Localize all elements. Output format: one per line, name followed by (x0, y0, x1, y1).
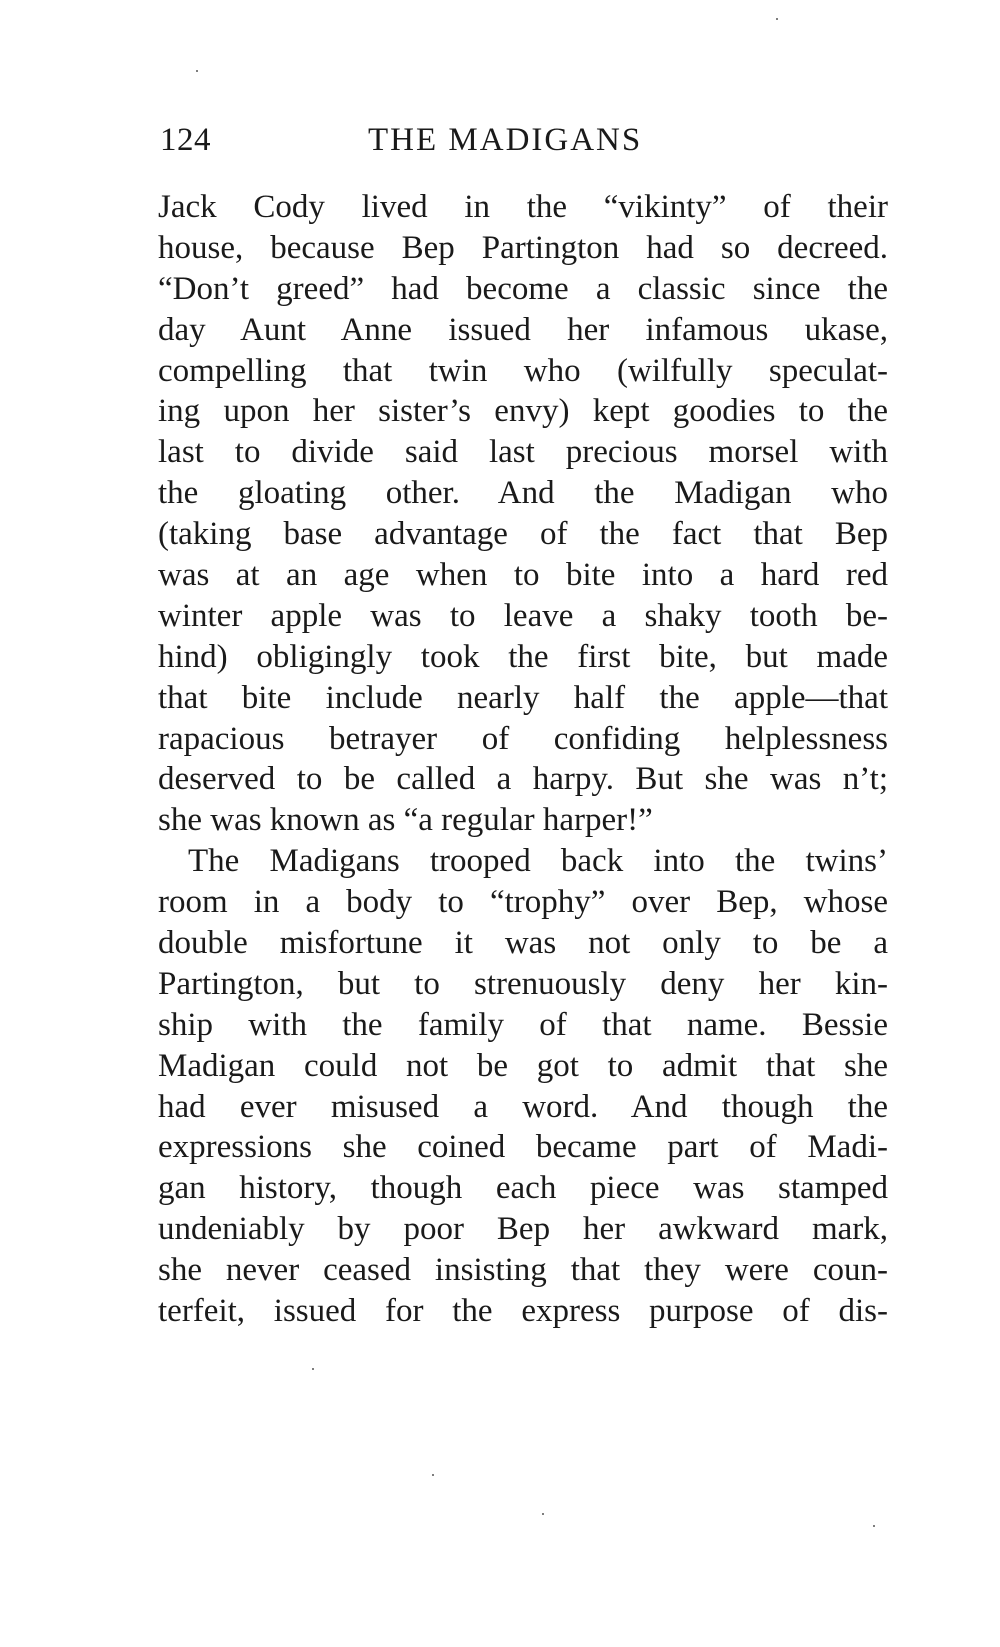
text-line: ing upon her sister’s envy) kept goodies to the (158, 393, 888, 430)
scan-speck (432, 1474, 434, 1476)
text-line: Madigan could not be got to admit that she (158, 1047, 888, 1084)
text-line: terfeit, issued for the express purpose of dis- (158, 1293, 888, 1330)
text-line: rapacious betrayer of confiding helplessness (158, 720, 888, 757)
text-line: expressions she coined became part of Madi- (158, 1129, 888, 1166)
text-line: that bite include nearly half the apple—that (158, 679, 888, 716)
text-line: deserved to be called a harpy. But she was n’t; (158, 761, 888, 798)
scan-speck (196, 70, 198, 72)
paragraph-2 (158, 841, 888, 1332)
text-line: Partington, but to strenuously deny her kin- (158, 965, 888, 1002)
text-line: winter apple was to leave a shaky tooth be- (158, 597, 888, 634)
scan-speck (542, 1513, 544, 1515)
text-line: The Madigans trooped back into the twins’ (188, 843, 888, 880)
text-line: double misfortune it was not only to be a (158, 925, 888, 962)
text-line: hind) obligingly took the first bite, but made (158, 638, 888, 675)
text-line: last to divide said last precious morsel with (158, 434, 888, 471)
text-line: gan history, though each piece was stamped (158, 1170, 888, 1207)
text-line: she never ceased insisting that they were coun- (158, 1252, 888, 1289)
scan-speck (873, 1525, 875, 1527)
text-line: ship with the family of that name. Bessie (158, 1006, 888, 1043)
text-line: the gloating other. And the Madigan who (158, 475, 888, 512)
text-line: room in a body to “trophy” over Bep, whose (158, 884, 888, 921)
text-line: she was known as “a regular harper!” (158, 802, 653, 839)
text-line: “Don’t greed” had become a classic since the (158, 270, 888, 307)
text-line: had ever misused a word. And though the (158, 1088, 888, 1125)
running-title: THE MADIGANS (368, 122, 643, 158)
text-line: Jack Cody lived in the “vikinty” of their (158, 189, 888, 225)
scan-speck (776, 18, 778, 20)
text-line: was at an age when to bite into a hard red (158, 557, 888, 594)
text-line: undeniably by poor Bep her awkward mark, (158, 1211, 888, 1248)
page-header (160, 118, 680, 162)
text-line: (taking base advantage of the fact that Bep (158, 516, 888, 553)
paragraph-1 (158, 187, 888, 841)
text-line: house, because Bep Partington had so decreed. (158, 229, 888, 266)
body-text (158, 187, 888, 1332)
text-line: day Aunt Anne issued her infamous ukase, (158, 311, 888, 348)
text-line: compelling that twin who (wilfully speculat- (158, 352, 888, 389)
page-number: 124 (160, 122, 211, 158)
scan-speck (312, 1368, 314, 1370)
